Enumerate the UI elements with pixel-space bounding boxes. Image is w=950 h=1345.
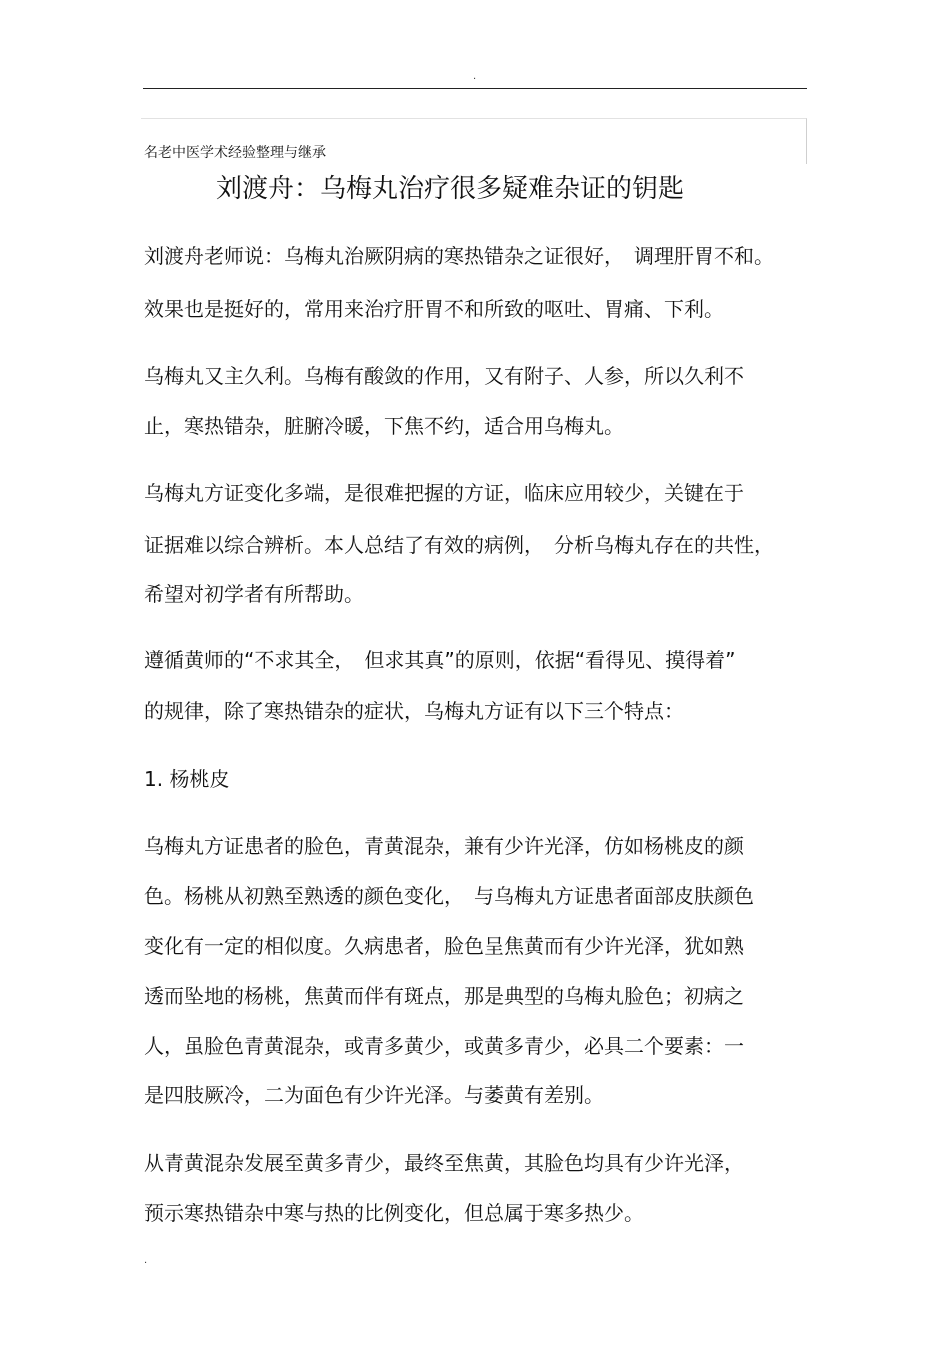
paragraph-line: 色。杨桃从初熟至熟透的颜色变化， 与乌梅丸方证患者面部皮肤颜色 [144, 884, 754, 908]
paragraph-line: 希望对初学者有所帮助。 [144, 582, 364, 606]
paragraph-line: 止，寒热错杂，脏腑冷暖，下焦不约，适合用乌梅丸。 [144, 414, 624, 438]
header-rule [143, 88, 807, 89]
paragraph-line: 从青黄混杂发展至黄多青少，最终至焦黄，其脸色均具有少许光泽， [144, 1151, 744, 1175]
paragraph-line: 效果也是挺好的，常用来治疗肝胃不和所致的呕吐、胃痛、下利。 [144, 297, 724, 321]
header-dot: . [473, 71, 477, 82]
paragraph-line: 刘渡舟老师说：乌梅丸治厥阴病的寒热错杂之证很好， 调理肝胃不和。 [144, 244, 774, 268]
section-heading: 1. 杨桃皮 [144, 767, 230, 791]
paragraph-line: 乌梅丸又主久利。乌梅有酸敛的作用，又有附子、人参，所以久利不 [144, 364, 744, 388]
paragraph-line: 证据难以综合辨析。本人总结了有效的病例， 分析乌梅丸存在的共性， [144, 533, 774, 557]
paragraph-line: 预示寒热错杂中寒与热的比例变化，但总属于寒多热少。 [144, 1201, 644, 1225]
footer-dot: . [144, 1255, 148, 1266]
paragraph-line: 是四肢厥冷，二为面色有少许光泽。与萎黄有差别。 [144, 1083, 604, 1107]
category-label: 名老中医学术经验整理与继承 [144, 145, 326, 161]
paragraph-line: 人，虽脸色青黄混杂，或青多黄少，或黄多青少，必具二个要素：一 [144, 1034, 744, 1058]
article-title: 刘渡舟：乌梅丸治疗很多疑难杂证的钥匙 [216, 174, 685, 204]
paragraph-line: 遵循黄师的“不求其全， 但求其真”的原则，依据“看得见、摸得着” [144, 648, 736, 672]
paragraph-line: 乌梅丸方证患者的脸色，青黄混杂，兼有少许光泽，仿如杨桃皮的颜 [144, 834, 744, 858]
paragraph-line: 的规律，除了寒热错杂的症状，乌梅丸方证有以下三个特点： [144, 699, 684, 723]
paragraph-line: 透而坠地的杨桃，焦黄而伴有斑点，那是典型的乌梅丸脸色；初病之 [144, 984, 744, 1008]
paragraph-line: 乌梅丸方证变化多端，是很难把握的方证，临床应用较少，关键在于 [144, 481, 744, 505]
paragraph-line: 变化有一定的相似度。久病患者，脸色呈焦黄而有少许光泽，犹如熟 [144, 934, 744, 958]
